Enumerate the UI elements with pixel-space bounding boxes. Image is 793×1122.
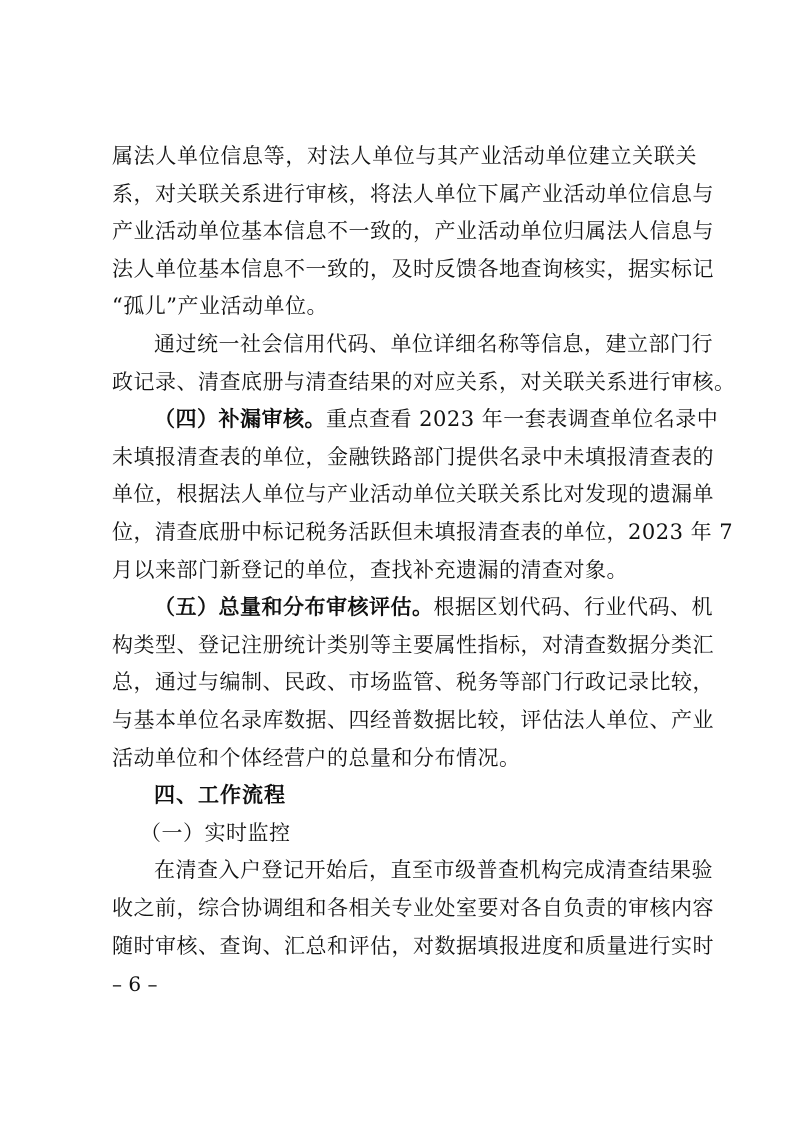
text-line: 政记录、清查底册与清查结果的对应关系，对关联关系进行审核。 (112, 369, 736, 394)
item-lead-5: （五）总量和分布审核评估。 (154, 594, 434, 620)
item-lead-4: （四）补漏审核。 (154, 406, 326, 432)
page-number: – 6 – (112, 972, 158, 997)
text-line: 构类型、登记注册统计类别等主要属性指标，对清查数据分类汇 (112, 632, 714, 657)
text-line: “孤儿”产业活动单位。 (112, 294, 328, 319)
text-line: 活动单位和个体经营户的总量和分布情况。 (112, 745, 521, 770)
text-line: 月以来部门新登记的单位，查找补充遗漏的清查对象。 (112, 557, 628, 582)
text-line: 收之前，综合协调组和各相关专业处室要对各自负责的审核内容 (112, 896, 714, 920)
text-line: 位，清查底册中标记税务活跃但未填报清查表的单位，2023 年 7 (112, 520, 734, 544)
text-line: 通过统一社会信用代码、单位详细名称等信息，建立部门行 (154, 332, 713, 356)
text-line: 属法人单位信息等，对法人单位与其产业活动单位建立关联关 (112, 144, 697, 168)
text-line: 单位，根据法人单位与产业活动单位关联关系比对发现的遗漏单 (112, 482, 714, 507)
text-line-content: 重点查看 2023 年一套表调查单位名录中 (326, 407, 719, 432)
text-line: 总，通过与编制、民政、市场监管、税务等部门行政记录比较， (112, 670, 714, 695)
text-line: 与基本单位名录库数据、四经普数据比较，评估法人单位、产业 (112, 708, 714, 732)
text-line: 产业活动单位基本信息不一致的，产业活动单位归属法人信息与 (112, 219, 714, 244)
section-heading: 四、工作流程 (154, 783, 286, 808)
text-line-content: 根据区划代码、行业代码、机 (433, 595, 713, 620)
text-line: 未填报清查表的单位，金融铁路部门提供名录中未填报清查表的 (112, 444, 714, 469)
text-line: 在清查入户登记开始后，直至市级普查机构完成清查结果验 (154, 858, 713, 883)
text-line (154, 399, 719, 439)
text-line: 随时审核、查询、汇总和评估，对数据填报进度和质量进行实时 (112, 933, 714, 958)
text-line (154, 587, 713, 627)
subsection-heading: （一）实时监控 (140, 820, 291, 845)
text-line: 法人单位基本信息不一致的，及时反馈各地查询核实，据实标记 (112, 256, 714, 281)
text-line: 系，对关联关系进行审核，将法人单位下属产业活动单位信息与 (112, 181, 714, 206)
